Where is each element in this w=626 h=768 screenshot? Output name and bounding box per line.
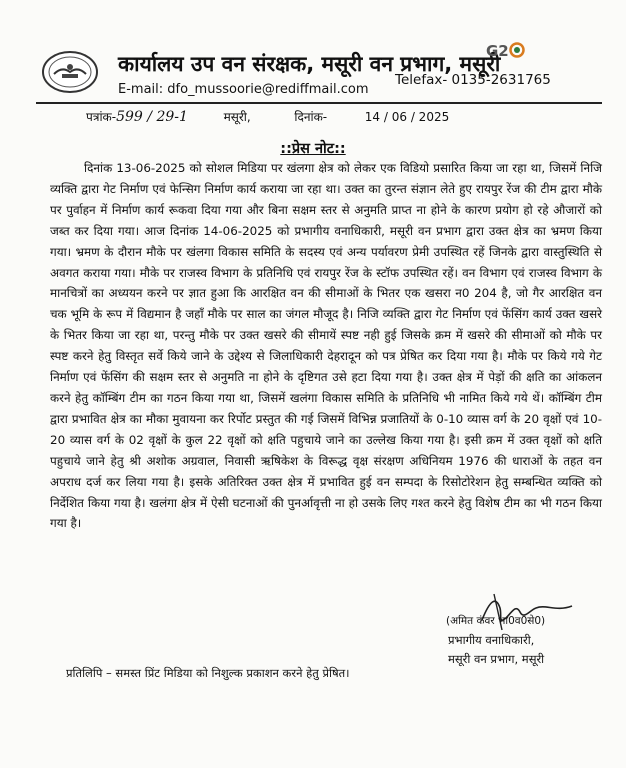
email-address: E-mail: dfo_mussoorie@rediffmail.com (118, 82, 369, 97)
officer-designation: प्रभागीय वनाधिकारी, (448, 633, 535, 647)
svg-text:G2: G2 (486, 42, 509, 60)
header-divider (36, 102, 602, 104)
patrank-label: पत्रांक- (86, 110, 117, 124)
telefax-number: Telefax- 0135-2631765 (395, 72, 551, 88)
g20-logo-icon (486, 40, 526, 60)
reference-row (86, 108, 449, 125)
date-value: 14 / 06 / 2025 (364, 110, 450, 124)
press-note-heading: ::प्रेस नोट:: (280, 141, 346, 157)
press-note-body: दिनांक 13-06-2025 को सोशल मिडिया पर खंलगा क्षेत्र को लेकर एक विडियो प्रसारित किया जा रहा था, जिसमें निजि व्यक्ति द्वारा गेट निर्माण एवं फेन्सिग निर्माण कार्य कराया जा रहा था। उक्त का तुरन्त संज्ञान लेते हुए रायपुर रेंज की टीम द्वारा मौके पर पुर्वाहन में निर्माण कार्य रूकवा दिया गया और बिना सक्षम स्तर से अनुमति प्राप्त ना होने के कारण प्रयोग हो रहे औजारों को जब्त कर दिया गया। आज दिनांक 14-06-2025 को प्रभागीय वनाधिकारी, मसूरी वन प्रभाग द्वारा उक्त क्षेत्र का भ्रमण किया गया। भ्रमण के दौरान मौके पर खंलगा विकास समिति के सदस्य एवं अन्य पर्यावरण प्रेमी उपस्थित रहें जिनके द्वारा वास्तुस्थिति से अवगत कराया गया। मौके पर राजस्व विभाग के प्रतिनिधि एवं रायपुर रेंज के स्टॉफ उपस्थित रहें। वन विभाग एवं राजस्व विभाग के मानचित्रों का अध्ययन करने पर ज्ञात हुआ कि आरक्षित वन की सीमाओं के भितर एक खसरा न0 204 है, जो गैर आरक्षित वन चक भूमि के रूप में विद्यमान है जहाँ मौके पर साल का जंगल मौजूद है। निजि व्यक्ति द्वारा गेट निर्माण एवं फेंसिंग कार्य उक्त खसरे के भितर किया जा रहा था, परन्तु मौके पर उक्त खसरे की सीमायें स्पष्ट नही हुई जिसके क्रम में खसरे की सीमाओं को मौके पर स्पष्ट करने हेतु विस्तृत सर्वे किये जाने के उद्देश्य से जिलाधिकारी देहरादून को पत्र प्रेषित कर दिया गया है। मौके पर किये गये गेट निर्माण एवं फेंसिंग की सक्षम स्तर से अनुमति ना होने के दृष्टिगत उसे हटा दिया गया है। उक्त क्षेत्र में पेड़ों की क्षति का आंकलन करने हेतु कॉम्बिंग टीम का गठन किया गया था, जिसमें खलंगा विकास समिति के प्रतिनिधि भी नामित किये गये थें। कॉम्बिंग टीम द्वारा प्रभावित क्षेत्र का मौका मुवायना कर रिर्पोट प्रस्तुत की गई जिसमें विभिन्न प्रजातियों के 0-10 व्यास वर्ग के 20 वृक्षों एवं 10-20 व्यास वर्ग के 02 वृक्षों के कुल 22 वृक्षों को क्षति पहुचाये जाने का उल्लेख किया गया है। इसी क्रम में उक्त वृक्षों को क्षति पहुचाये जाने हेतु श्री अशोक अग्रवाल, निवासी ऋषिकेश के विरूद्ध वृक्ष संरक्षण अधिनियम 1976 की धाराओं के तहत वन अपराध दर्ज कर लिया गया है। इसके अतिरिक्त उक्त क्षेत्र में प्रभावित हुई वन सम्पदा के रिसोटोरेशन हेतु सम्बन्धित व्यक्ति को निर्देशित किया गया है। खलंगा क्षेत्र में ऐसी घटनाओं की पुनर्आवृत्ती ना हो उसके लिए गश्त करने हेतु विशेष टीम का भी गठन किया गया है। (50, 161, 602, 531)
office-title: कार्यालय उप वन संरक्षक, मसूरी वन प्रभाग, मसूरी (118, 52, 501, 76)
place-label: मसूरी, (223, 110, 251, 124)
copy-distribution-note: प्रतिलिपि – समस्त प्रिंट मिडिया को निशुल्क प्रकाशन करने हेतु प्रेषित। (66, 666, 350, 680)
department-emblem-icon (40, 48, 100, 96)
patrank-value: 599 / 29-1 (116, 109, 188, 125)
date-label: दिनांक- (294, 110, 328, 124)
officer-office: मसूरी वन प्रभाग, मसूरी (448, 652, 545, 666)
officer-name: (अमित कंवर भा0व0से0) (446, 615, 546, 627)
